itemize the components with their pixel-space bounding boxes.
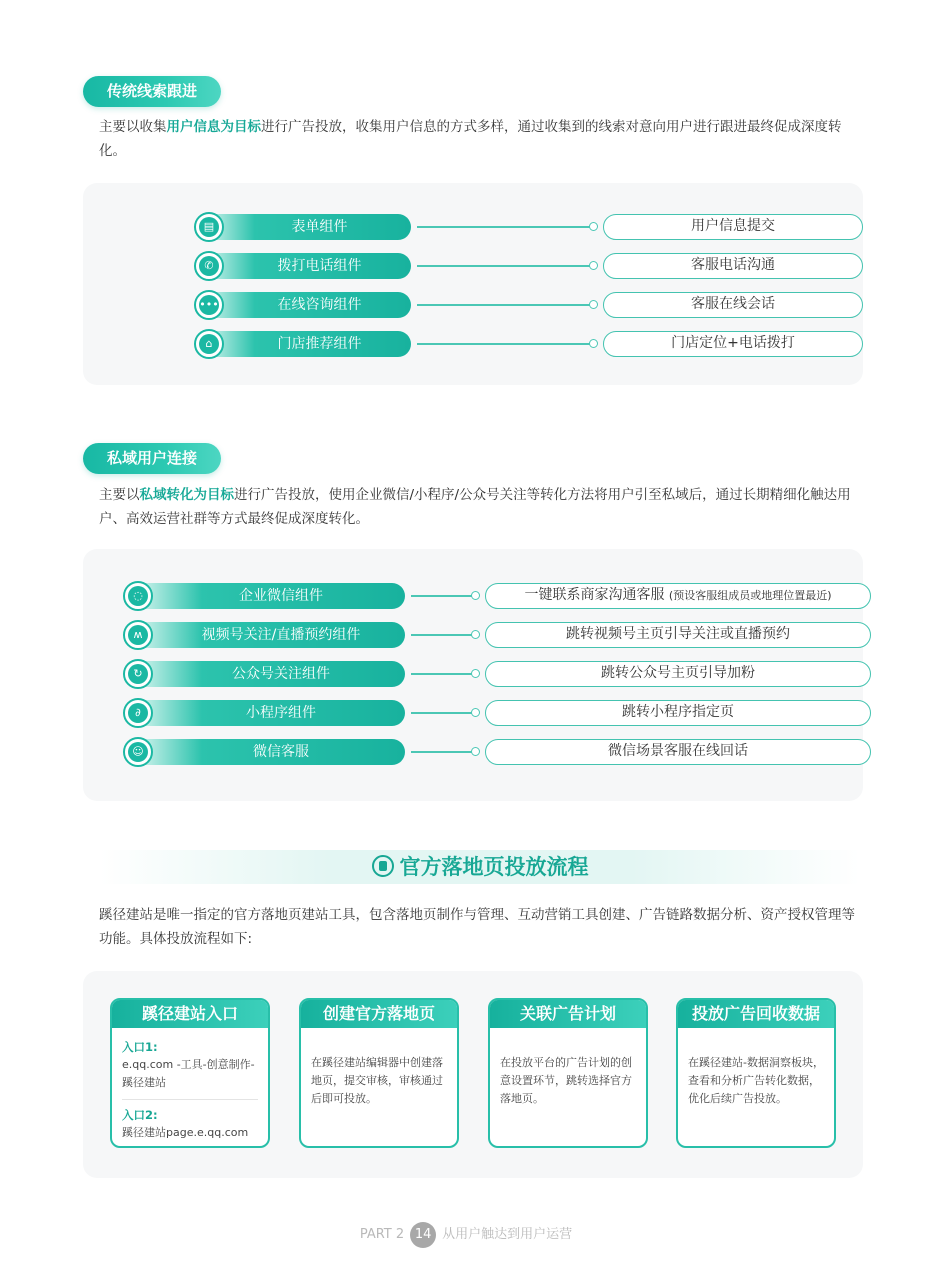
- section-title-private-domain: 私域用户连接: [83, 443, 221, 474]
- card-divider: [122, 1099, 258, 1100]
- phone-icon: ✆: [194, 251, 224, 281]
- connector-dot: [471, 708, 480, 717]
- component-result: 跳转小程序指定页: [485, 700, 871, 726]
- entry1-label: 入口1:: [122, 1040, 158, 1054]
- landing-page-icon: [372, 855, 394, 877]
- connector-dot: [471, 630, 480, 639]
- component-row: [123, 661, 871, 687]
- component-row: [194, 292, 863, 318]
- connector-line: [417, 226, 591, 228]
- page-footer: [0, 1222, 932, 1248]
- flow-card-create: [299, 998, 459, 1148]
- official-account-icon: ↻: [123, 659, 153, 689]
- flow-card-title: 关联广告计划: [490, 1000, 646, 1028]
- flow-card-text: 在蹊径建站-数据洞察板块，查看和分析广告转化数据，优化后续广告投放。: [688, 1056, 824, 1105]
- section-banner-landing-page: [100, 850, 860, 884]
- connector-dot: [471, 747, 480, 756]
- flow-card-data: [676, 998, 836, 1148]
- component-result: 跳转视频号主页引导关注或直播预约: [485, 622, 871, 648]
- channels-icon: ʍ: [123, 620, 153, 650]
- component-row: [123, 622, 871, 648]
- banner-title: 官方落地页投放流程: [399, 855, 589, 879]
- component-label: ʍ 视频号关注/直播预约组件: [123, 622, 405, 648]
- wecom-icon: ◌: [123, 581, 153, 611]
- connector-line: [411, 595, 473, 597]
- connector-dot: [589, 261, 598, 270]
- component-result: 微信场景客服在线回话: [485, 739, 871, 765]
- component-label: ∂ 小程序组件: [123, 700, 405, 726]
- component-row: [123, 700, 871, 726]
- flow-card-link-plan: [488, 998, 648, 1148]
- wechat-service-icon: ☺: [123, 737, 153, 767]
- mini-program-icon: ∂: [123, 698, 153, 728]
- connector-dot: [589, 222, 598, 231]
- component-row: [123, 739, 871, 765]
- section-intro-lead-followup: 主要以收集用户信息为目标进行广告投放，收集用户信息的方式多样，通过收集到的线索对意向用户进行跟进最终促成深度转化。: [99, 119, 842, 159]
- footer-subtitle: 从用户触达到用户运营: [442, 1227, 573, 1242]
- section-title-lead-followup: 传统线索跟进: [83, 76, 221, 107]
- flow-card-title: 创建官方落地页: [301, 1000, 457, 1028]
- component-row: [123, 583, 871, 609]
- component-result: 用户信息提交: [603, 214, 863, 240]
- section-intro-private-domain: 主要以私域转化为目标进行广告投放，使用企业微信/小程序/公众号关注等转化方法将用户引至私域后，通过长期精细化触达用户、高效运营社群等方式最终促成深度转化。: [99, 487, 851, 527]
- component-result: 门店定位+电话拨打: [603, 331, 863, 357]
- home-icon: ⌂: [194, 329, 224, 359]
- chat-icon: •••: [194, 290, 224, 320]
- result-note: (预设客服组成员或地理位置最近): [668, 589, 832, 602]
- entry2-text: 蹊径建站page.e.qq.com: [122, 1126, 249, 1139]
- connector-line: [417, 304, 591, 306]
- lead-components-panel: [83, 183, 863, 385]
- form-icon: ▤: [194, 212, 224, 242]
- connector-line: [411, 712, 473, 714]
- connector-line: [411, 634, 473, 636]
- component-label: ▤ 表单组件: [194, 214, 411, 240]
- component-label: ☺ 微信客服: [123, 739, 405, 765]
- flow-card-title: 投放广告回收数据: [678, 1000, 834, 1028]
- flow-card-entry: [110, 998, 270, 1148]
- connector-dot: [589, 300, 598, 309]
- component-label: ⌂ 门店推荐组件: [194, 331, 411, 357]
- connector-dot: [471, 591, 480, 600]
- component-result: 跳转公众号主页引导加粉: [485, 661, 871, 687]
- connector-line: [411, 751, 473, 753]
- section-intro-landing-page: 蹊径建站是唯一指定的官方落地页建站工具，包含落地页制作与管理、互动营销工具创建、广告链路数据分析、资产授权管理等功能。具体投放流程如下:: [99, 907, 855, 947]
- private-domain-panel: [83, 549, 863, 801]
- connector-dot: [471, 669, 480, 678]
- component-label: ↻ 公众号关注组件: [123, 661, 405, 687]
- component-result: 客服在线会话: [603, 292, 863, 318]
- entry1-text: e.qq.com -工具-创意制作-蹊径建站: [122, 1058, 255, 1089]
- component-row: [194, 253, 863, 279]
- component-result: 一键联系商家沟通客服 (预设客服组成员或地理位置最近): [485, 583, 871, 609]
- footer-part: PART 2: [359, 1227, 405, 1242]
- component-label: ••• 在线咨询组件: [194, 292, 411, 318]
- component-row: [194, 331, 863, 357]
- connector-line: [417, 265, 591, 267]
- flow-card-text: 在投放平台的广告计划的创意设置环节，跳转选择官方落地页。: [500, 1056, 632, 1105]
- connector-dot: [589, 339, 598, 348]
- flow-card-title: 蹊径建站入口: [112, 1000, 268, 1028]
- flow-card-text: 在蹊径建站编辑器中创建落地页，提交审核，审核通过后即可投放。: [311, 1056, 443, 1105]
- component-label: ✆ 拨打电话组件: [194, 253, 411, 279]
- page-number: 14: [410, 1222, 436, 1248]
- component-row: [194, 214, 863, 240]
- component-result: 客服电话沟通: [603, 253, 863, 279]
- connector-line: [411, 673, 473, 675]
- entry2-label: 入口2:: [122, 1108, 158, 1122]
- component-label: ◌ 企业微信组件: [123, 583, 405, 609]
- connector-line: [417, 343, 591, 345]
